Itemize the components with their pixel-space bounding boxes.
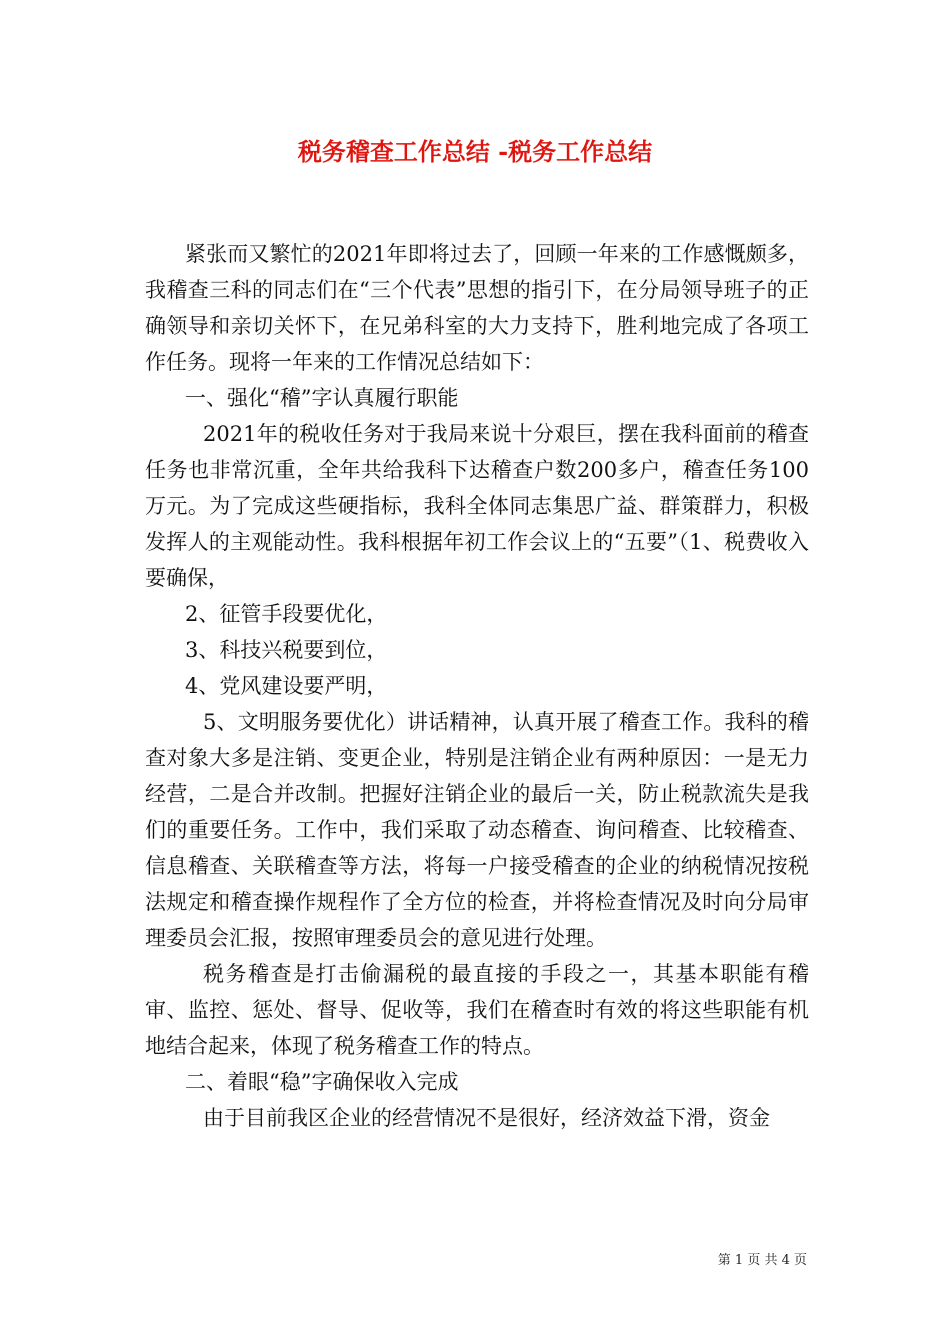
list-item-3: 3、科技兴税要到位， [185,638,388,662]
list-item-2: 2、征管手段要优化， [185,602,388,626]
paragraph-task: 2021年的税收任务对于我局来说十分艰巨，摆在我科面前的稽查任务也非常沉重，全年共给我科下达稽查户数200多户，稽查任务100万元。为了完成这些硬指标，我科全体同志集思广益、群策群力，积极发挥人的主观能动性。我科根据年初工作会议上的“五要”（1、税费收入要确保， [145,422,809,590]
section-heading-2: 二、着眼“稳”字确保收入完成 [185,1070,459,1094]
paragraph-intro: 紧张而又繁忙的2021年即将过去了，回顾一年来的工作感慨颇多，我稽查三科的同志们在“三个代表”思想的指引下，在分局领导班子的正确领导和亲切关怀下，在兄弟科室的大力支持下，胜利地完成了各项工作任务。现将一年来的工作情况总结如下： [145,242,809,374]
document-body [145,236,809,1136]
paragraph-spirit: 5、文明服务要优化）讲话精神，认真开展了稽查工作。我科的稽查对象大多是注销、变更企业，特别是注销企业有两种原因：一是无力经营，二是合并改制。把握好注销企业的最后一关，防止税款流失是我们的重要任务。工作中，我们采取了动态稽查、询问稽查、比较稽查、信息稽查、关联稽查等方法，将每一户接受稽查的企业的纳税情况按税法规定和稽查操作规程作了全方位的检查，并将检查情况及时向分局审理委员会汇报，按照审理委员会的意见进行处理。 [145,710,809,950]
document-title: 税务稽查工作总结 -税务工作总结 [297,137,653,166]
section-heading-1: 一、强化“稽”字认真履行职能 [185,386,459,410]
paragraph-functions: 税务稽查是打击偷漏税的最直接的手段之一，其基本职能有稽审、监控、惩处、督导、促收等，我们在稽查时有效的将这些职能有机地结合起来，体现了税务稽查工作的特点。 [145,962,809,1058]
paragraph-economy: 由于目前我区企业的经营情况不是很好，经济效益下滑，资金 [203,1106,770,1130]
page-number: 第 1 页 共 4 页 [717,1253,807,1268]
list-item-4: 4、党风建设要严明， [185,674,388,698]
